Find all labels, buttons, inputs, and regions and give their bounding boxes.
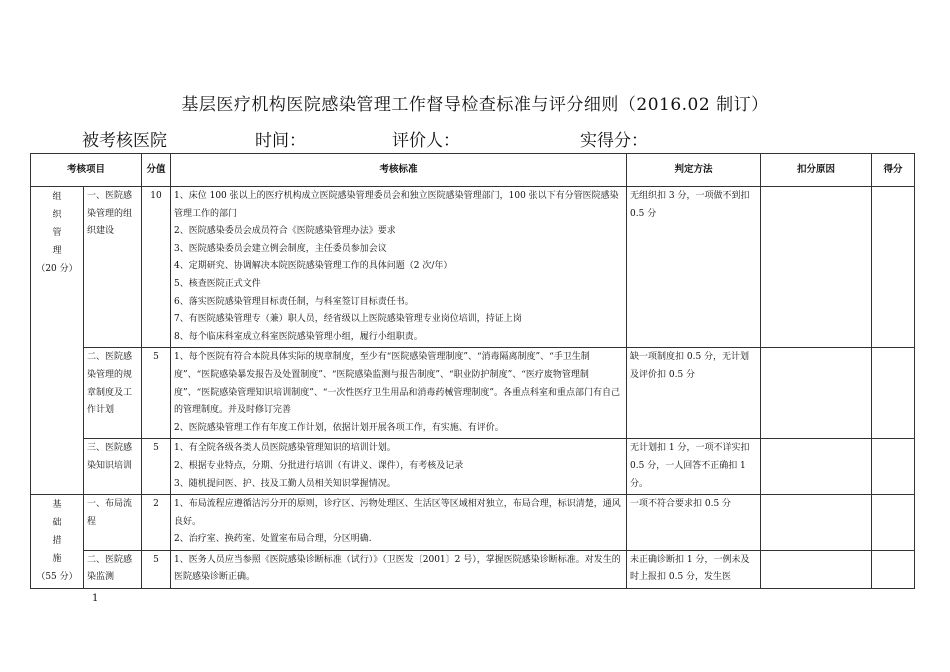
- category-label: 组 织 管 理 （20 分）: [36, 192, 78, 274]
- table-row: [31, 495, 915, 551]
- reason-cell[interactable]: [761, 550, 872, 588]
- table-header-row: [31, 154, 915, 187]
- reason-cell[interactable]: [761, 495, 872, 551]
- reason-cell[interactable]: [761, 348, 872, 439]
- standard-line: 1、床位 100 张以上的医疗机构成立医院感染管理委员会和独立医院感染管理部门，100 张以下有分管医院感染管理工作的部门: [174, 191, 619, 219]
- header-method: 判定方法: [627, 154, 761, 187]
- standard-cell: [171, 348, 627, 439]
- table-row: [31, 550, 915, 588]
- standard-line: 6、落实医院感染管理目标责任制，与科室签订目标责任书。: [174, 296, 414, 307]
- score-label: 实得分：: [580, 131, 648, 151]
- standard-line: 2、医院感染委员会成员符合《医院感染管理办法》要求: [174, 226, 396, 237]
- standard-line: 7、有医院感染管理专（兼）职人员，经省级以上医院感染管理专业岗位培训，持证上岗: [174, 314, 522, 325]
- points-cell: 5: [142, 550, 171, 588]
- points-cell: 10: [142, 187, 171, 348]
- category-label: 基 础 措 施 （55 分）: [36, 500, 78, 583]
- header-points: 分值: [142, 154, 171, 187]
- sub-item: 二、医院感染管理的规章制度及工作计划: [84, 348, 142, 439]
- score-cell[interactable]: [872, 187, 915, 348]
- method-cell: 无组织扣 3 分，一项做不到扣 0.5 分: [627, 187, 761, 348]
- points-cell: 5: [142, 348, 171, 439]
- points-cell: 5: [142, 439, 171, 495]
- standard-cell: [171, 439, 627, 495]
- standard-line: 2、治疗室、换药室、处置室布局合理，分区明确.: [174, 534, 372, 545]
- category-basic-measures: [31, 495, 84, 589]
- header-reason: 扣分原因: [761, 154, 872, 187]
- standard-line: 3、随机提问医、护、技及工勤人员相关知识掌握情况。: [174, 478, 396, 489]
- table-row: [31, 348, 915, 439]
- table-row: [31, 187, 915, 348]
- reason-cell[interactable]: [761, 187, 872, 348]
- reason-cell[interactable]: [761, 439, 872, 495]
- standard-line: 1、医务人员应当参照《医院感染诊断标准（试行）》（卫医发〔2001〕2 号），掌握医院感染诊断标准。对发生的医院感染诊断正确。: [174, 554, 621, 583]
- sub-item: 二、医院感染监测: [84, 550, 142, 588]
- reviewer-label: 评价人：: [392, 131, 460, 151]
- points-cell: 2: [142, 495, 171, 551]
- standard-line: 4、定期研究、协调解决本院医院感染管理工作的具体问题（2 次/年）: [174, 261, 453, 272]
- time-label: 时间：: [255, 131, 306, 151]
- score-cell[interactable]: [872, 550, 915, 588]
- method-cell: 一项不符合要求扣 0.5 分: [627, 495, 761, 551]
- sub-item: 一、布局流程: [84, 495, 142, 551]
- standard-line: 1、有全院各级各类人员医院感染管理知识的培训计划。: [174, 443, 396, 454]
- standard-line: 2、根据专业特点，分期、分批进行培训（有讲义、课件），有考核及记录: [174, 460, 464, 471]
- header-item: 考核项目: [31, 154, 142, 187]
- page-number: 1: [92, 593, 99, 604]
- standard-cell: [171, 495, 627, 551]
- standard-line: 1、布局流程应遵循洁污分开的原则，诊疗区、污物处理区、生活区等区域相对独立，布局合理，标识清楚，通风良好。: [174, 499, 621, 527]
- method-cell: 缺一项制度扣 0.5 分，无计划及评价扣 0.5 分: [627, 348, 761, 439]
- header-standard: 考核标准: [171, 154, 627, 187]
- method-cell: 未正确诊断扣 1 分，一例未及时上报扣 0.5 分，发生医: [627, 550, 761, 588]
- score-cell[interactable]: [872, 495, 915, 551]
- category-org-management: [31, 187, 84, 495]
- document-title: 基层医疗机构医院感染管理工作督导检查标准与评分细则（2016.02 制订）: [181, 95, 769, 115]
- assessed-hospital-label: 被考核医院: [82, 131, 167, 151]
- evaluation-table: [30, 153, 915, 589]
- standard-cell: [171, 187, 627, 348]
- standard-line: 1、每个医院有符合本院具体实际的规章制度，至少有“医院感染管理制度”、“消毒隔离制度”、“手卫生制度”、“医院感染暴发报告及处置制度”、“医院感染监测与报告制度”、“职业防护制度”、“医疗废物管理制度”、“医院感染管理知识培训制度”、“一次性医疗卫生用品和消毒药械管理制度”。各重点科室和重点部门有自己的管理制度。并及时修订完善: [174, 352, 621, 416]
- standard-line: 2、医院感染管理工作有年度工作计划，依据计划开展各项工作，有实施、有评价。: [174, 422, 504, 433]
- standard-line: 5、核查医院正式文件: [174, 278, 261, 289]
- table-row: [31, 439, 915, 495]
- sub-item: 一、医院感染管理的组织建设: [84, 187, 142, 348]
- method-cell: 无计划扣 1 分，一项不详实扣 0.5 分，一人回答不正确扣 1 分。: [627, 439, 761, 495]
- standard-line: 8、每个临床科室成立科室医院感染管理小组，履行小组职责。: [174, 331, 423, 342]
- score-cell[interactable]: [872, 439, 915, 495]
- header-got: 得分: [872, 154, 915, 187]
- standard-line: 3、医院感染委员会建立例会制度，主任委员参加会议: [174, 243, 387, 254]
- score-cell[interactable]: [872, 348, 915, 439]
- sub-item: 三、医院感染知识培训: [84, 439, 142, 495]
- standard-cell: [171, 550, 627, 588]
